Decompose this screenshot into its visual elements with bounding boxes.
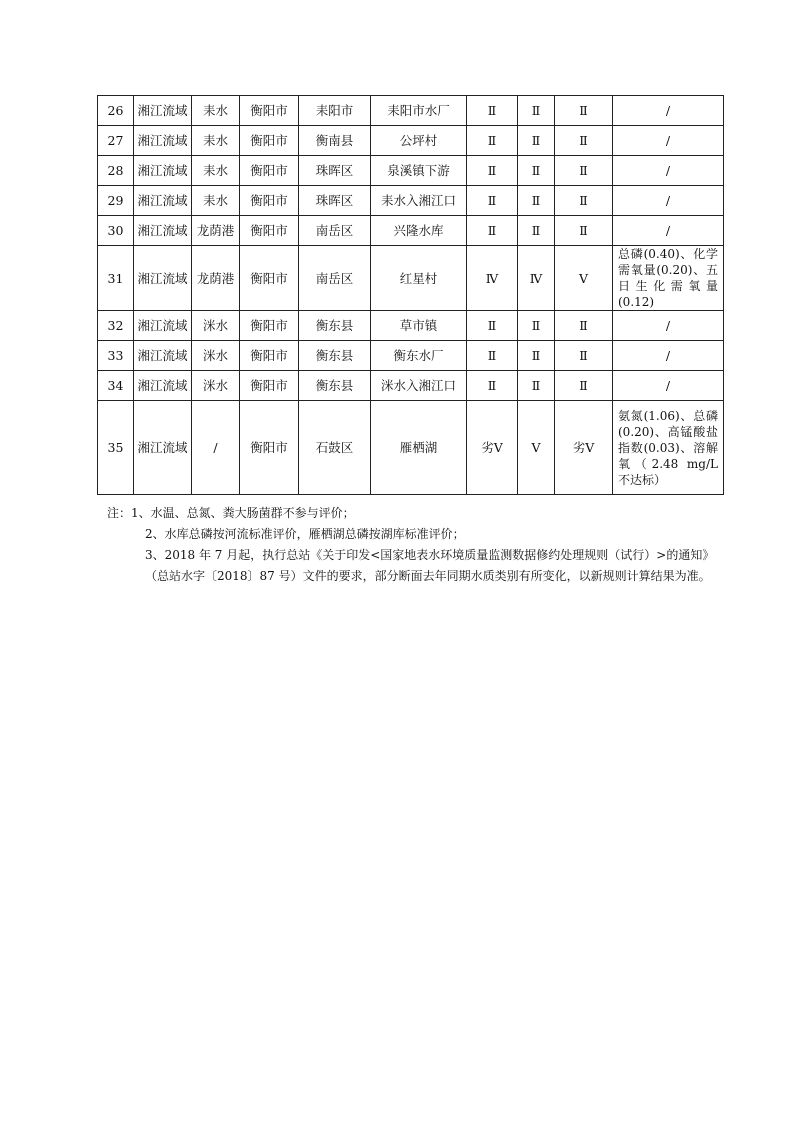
basin-cell: 湘江流域 [134, 341, 192, 371]
city-cell: 衡阳市 [240, 96, 299, 126]
river-cell: 洣水 [192, 341, 240, 371]
class-cell-c: Ⅱ [555, 371, 613, 401]
river-cell: / [192, 401, 240, 495]
section-cell: 耒阳市水厂 [371, 96, 467, 126]
class-cell-b: Ⅱ [518, 371, 555, 401]
river-cell: 耒水 [192, 156, 240, 186]
section-cell: 公坪村 [371, 126, 467, 156]
remark-cell: / [613, 186, 724, 216]
basin-cell: 湘江流域 [134, 311, 192, 341]
table-row [98, 341, 724, 371]
city-cell: 衡阳市 [240, 401, 299, 495]
county-cell: 南岳区 [299, 216, 371, 246]
basin-cell: 湘江流域 [134, 216, 192, 246]
table-row [98, 371, 724, 401]
class-cell-b: Ⅳ [518, 246, 555, 311]
table-row [98, 156, 724, 186]
section-cell: 耒水入湘江口 [371, 186, 467, 216]
row-number: 26 [98, 96, 134, 126]
county-cell: 珠晖区 [299, 156, 371, 186]
class-cell-c: Ⅱ [555, 311, 613, 341]
city-cell: 衡阳市 [240, 341, 299, 371]
table-row [98, 401, 724, 495]
basin-cell: 湘江流域 [134, 156, 192, 186]
county-cell: 石鼓区 [299, 401, 371, 495]
basin-cell: 湘江流域 [134, 96, 192, 126]
river-cell: 洣水 [192, 311, 240, 341]
class-cell-a: Ⅱ [467, 311, 518, 341]
remark-cell: 氨氮(1.06)、总磷(0.20)、高锰酸盐指数(0.03)、溶解氧（2.48 mg/L 不达标） [613, 401, 724, 495]
remark-cell: / [613, 341, 724, 371]
table-notes [107, 503, 723, 587]
city-cell: 衡阳市 [240, 246, 299, 311]
table-row [98, 96, 724, 126]
class-cell-b: Ⅱ [518, 96, 555, 126]
class-cell-c: Ⅱ [555, 216, 613, 246]
row-number: 28 [98, 156, 134, 186]
class-cell-a: Ⅳ [467, 246, 518, 311]
note-2: 2、水库总磷按河流标准评价，雁栖湖总磷按湖库标准评价； [145, 527, 465, 541]
row-number: 30 [98, 216, 134, 246]
class-cell-c: Ⅱ [555, 341, 613, 371]
row-number: 27 [98, 126, 134, 156]
section-cell: 泉溪镇下游 [371, 156, 467, 186]
county-cell: 南岳区 [299, 246, 371, 311]
class-cell-c: Ⅱ [555, 96, 613, 126]
river-cell: 洣水 [192, 371, 240, 401]
class-cell-c: 劣Ⅴ [555, 401, 613, 495]
row-number: 33 [98, 341, 134, 371]
table-row [98, 126, 724, 156]
class-cell-b: Ⅱ [518, 341, 555, 371]
basin-cell: 湘江流域 [134, 371, 192, 401]
county-cell: 衡东县 [299, 371, 371, 401]
class-cell-c: Ⅴ [555, 246, 613, 311]
class-cell-a: Ⅱ [467, 186, 518, 216]
basin-cell: 湘江流域 [134, 401, 192, 495]
remark-cell: / [613, 126, 724, 156]
city-cell: 衡阳市 [240, 216, 299, 246]
class-cell-c: Ⅱ [555, 126, 613, 156]
class-cell-b: Ⅱ [518, 156, 555, 186]
city-cell: 衡阳市 [240, 311, 299, 341]
table-row [98, 311, 724, 341]
city-cell: 衡阳市 [240, 126, 299, 156]
county-cell: 珠晖区 [299, 186, 371, 216]
river-cell: 龙荫港 [192, 216, 240, 246]
class-cell-c: Ⅱ [555, 156, 613, 186]
water-quality-table [97, 95, 724, 495]
class-cell-a: Ⅱ [467, 96, 518, 126]
class-cell-a: Ⅱ [467, 341, 518, 371]
section-cell: 草市镇 [371, 311, 467, 341]
section-cell: 兴隆水库 [371, 216, 467, 246]
row-number: 34 [98, 371, 134, 401]
basin-cell: 湘江流域 [134, 126, 192, 156]
city-cell: 衡阳市 [240, 186, 299, 216]
section-cell: 红星村 [371, 246, 467, 311]
class-cell-a: Ⅱ [467, 126, 518, 156]
river-cell: 耒水 [192, 96, 240, 126]
row-number: 29 [98, 186, 134, 216]
city-cell: 衡阳市 [240, 371, 299, 401]
class-cell-b: Ⅴ [518, 401, 555, 495]
basin-cell: 湘江流域 [134, 186, 192, 216]
remark-cell: / [613, 96, 724, 126]
class-cell-a: Ⅱ [467, 156, 518, 186]
section-cell: 雁栖湖 [371, 401, 467, 495]
class-cell-b: Ⅱ [518, 126, 555, 156]
county-cell: 衡东县 [299, 341, 371, 371]
remark-cell: / [613, 216, 724, 246]
river-cell: 龙荫港 [192, 246, 240, 311]
river-cell: 耒水 [192, 186, 240, 216]
class-cell-b: Ⅱ [518, 311, 555, 341]
note-1: 注：1、水温、总氮、粪大肠菌群不参与评价； [107, 506, 355, 520]
remark-cell: / [613, 156, 724, 186]
table-row [98, 246, 724, 311]
class-cell-c: Ⅱ [555, 186, 613, 216]
section-cell: 衡东水厂 [371, 341, 467, 371]
class-cell-a: 劣Ⅴ [467, 401, 518, 495]
note-3: 3、2018 年 7 月起，执行总站《关于印发<国家地表水环境质量监测数据修约处理规则（试行）>的通知》（总站水字〔2018〕87 号）文件的要求，部分断面去年同期水质类别有所变化，以新规则计算结果为准。 [145, 548, 715, 583]
river-cell: 耒水 [192, 126, 240, 156]
city-cell: 衡阳市 [240, 156, 299, 186]
table-row [98, 216, 724, 246]
county-cell: 耒阳市 [299, 96, 371, 126]
table-row [98, 186, 724, 216]
section-cell: 洣水入湘江口 [371, 371, 467, 401]
remark-cell: 总磷(0.40)、化学需氧量(0.20)、五日生化需氧量(0.12) [613, 246, 724, 311]
basin-cell: 湘江流域 [134, 246, 192, 311]
remark-cell: / [613, 371, 724, 401]
row-number: 32 [98, 311, 134, 341]
county-cell: 衡南县 [299, 126, 371, 156]
class-cell-a: Ⅱ [467, 216, 518, 246]
row-number: 35 [98, 401, 134, 495]
county-cell: 衡东县 [299, 311, 371, 341]
class-cell-b: Ⅱ [518, 186, 555, 216]
class-cell-b: Ⅱ [518, 216, 555, 246]
remark-cell: / [613, 311, 724, 341]
class-cell-a: Ⅱ [467, 371, 518, 401]
row-number: 31 [98, 246, 134, 311]
